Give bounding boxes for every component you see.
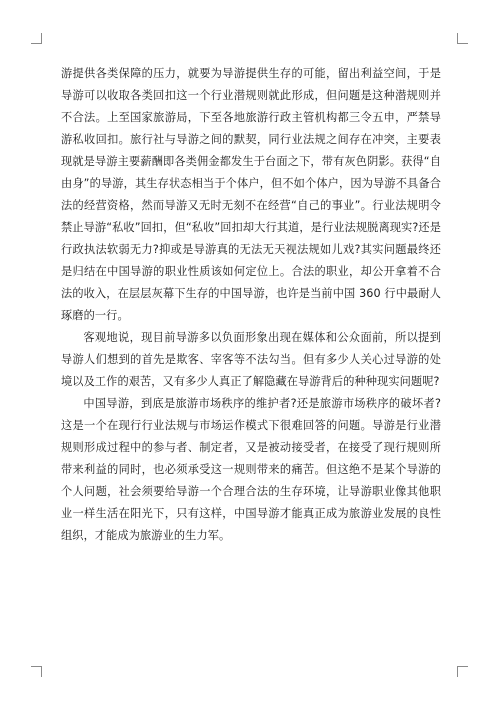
crop-mark-top-right (457, 33, 468, 44)
paragraph-2: 客观地说，现目前导游多以负面形象出现在媒体和公众面前，所以提到导游人们想到的首先是欺客、宰客等不法勾当。但有多少人关心过导游的处境以及工作的艰苦，又有多少人真正了解隐藏在导游背后的种种现实问题呢? (61, 331, 441, 388)
crop-mark-bottom-left (31, 666, 42, 677)
paragraph-1: 游提供各类保障的压力，就要为导游提供生存的可能，留出利益空间，于是导游可以收取各类回扣这一个行业潜规则就此形成，但问题是这种潜规则并不合法。上至国家旅游局，下至各地旅游行政主管机构都三令五申，严禁导游私收回扣。旅行社与导游之间的默契，同行业法规之间存在冲突，主要表现就是导游主要薪酬即各类佣金都发生于台面之下，带有灰色阴影。获得“自由身”的导游，其生存状态相当于个体户，但不如个体户，因为导游不具备合法的经营资格，然而导游又无时无刻不在经营“自己的事业”。行业法规明令禁止导游“私收”回扣，但“私收”回扣却大行其道，是行业法规脱离现实?还是行政执法软弱无力?抑或是导游真的无法无天视法规如儿戏?其实问题最终还是归结在中国导游的职业性质该如何定位上。合法的职业，却公开拿着不合法的收入，在层层灰幕下生存的中国导游，也许是当前中国 360 行中最耐人琢磨的一行。 (61, 67, 441, 322)
crop-mark-top-left (31, 33, 42, 44)
paragraph-3: 中国导游，到底是旅游市场秩序的维护者?还是旅游市场秩序的破坏者?这是一个在现行行业法规与市场运作模式下很难回答的问题。导游是行业潜规则形成过程中的参与者、制定者，又是被动接受者，在接受了现行规则所带来利益的同时，也必须承受这一规则带来的痛苦。但这绝不是某个导游的个人问题，社会须要给导游一个合理合法的生存环境，让导游职业像其他职业一样生活在阳光下，只有这样，中国导游才能真正成为旅游业发展的良性组织，才能成为旅游业的生力军。 (61, 397, 441, 542)
document-body (61, 63, 441, 547)
crop-mark-bottom-right (457, 666, 468, 677)
